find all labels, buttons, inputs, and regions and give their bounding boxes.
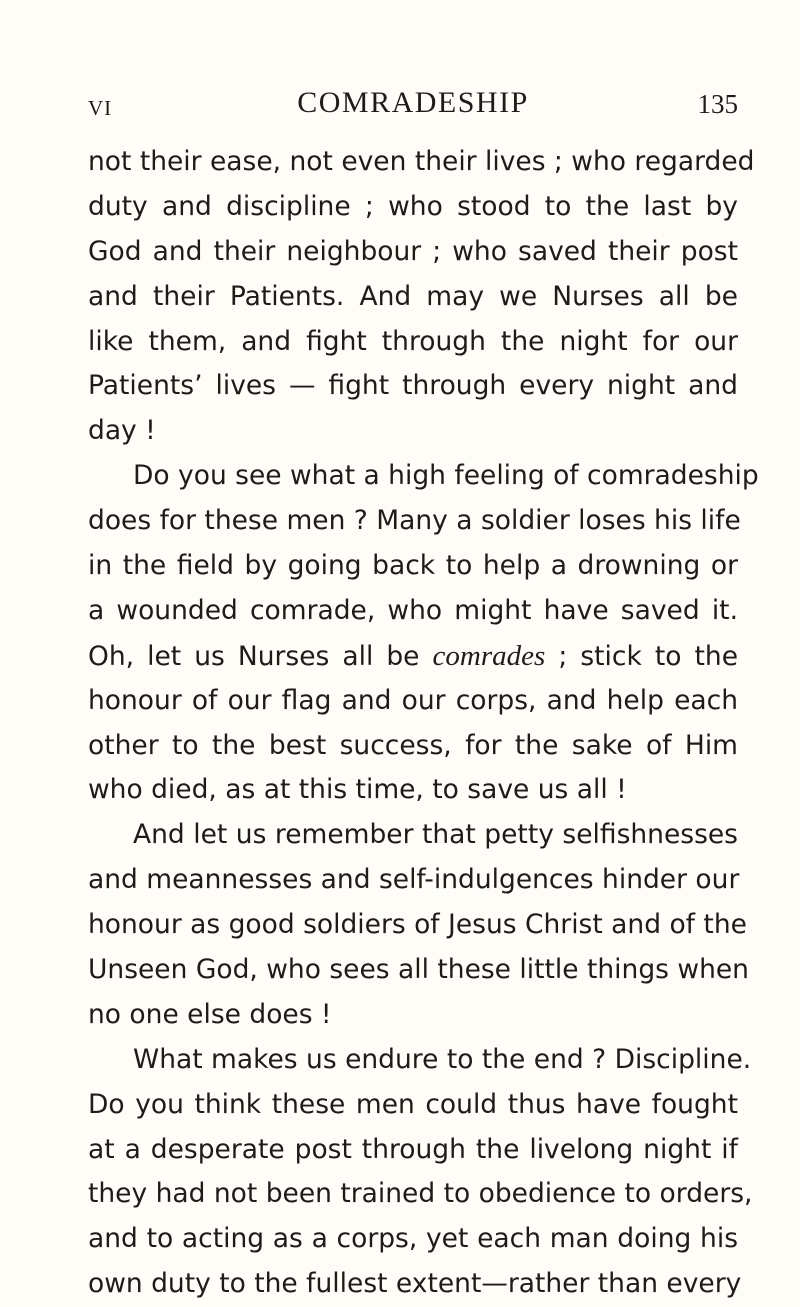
text-segment: not their ease, not even their lives ; who regarded xyxy=(88,146,755,177)
text-line xyxy=(88,320,738,365)
text-line xyxy=(88,768,738,813)
text-line xyxy=(88,1262,742,1307)
text-segment: duty and discipline ; who stood to the last by xyxy=(88,190,738,222)
text-line xyxy=(88,275,738,320)
chapter-title: COMRADESHIP xyxy=(297,86,529,119)
chapter-number: VI xyxy=(88,96,113,120)
text-line xyxy=(88,1038,752,1083)
text-line xyxy=(88,1083,738,1128)
text-line xyxy=(88,499,741,544)
text-line xyxy=(88,948,749,993)
text-line xyxy=(88,1172,753,1217)
text-line xyxy=(88,679,738,724)
text-segment: in the field by going back to help a drowning or xyxy=(88,550,738,582)
text-segment: What makes us endure to the end ? Discipline. xyxy=(133,1043,752,1075)
text-segment: And let us remember that petty selfishnesses xyxy=(133,819,738,851)
text-segment: and their Patients. And may we Nurses all be xyxy=(88,280,738,312)
text-line xyxy=(88,813,738,858)
text-line xyxy=(88,364,738,409)
text-segment: God and their neighbour ; who saved their post xyxy=(88,235,738,267)
text-line xyxy=(88,724,738,769)
text-line xyxy=(88,140,755,185)
text-line xyxy=(88,544,738,589)
text-segment: Do you see what a high feeling of comradeship xyxy=(133,460,759,492)
text-segment: honour as good soldiers of Jesus Christ and of the xyxy=(88,909,747,941)
text-line xyxy=(88,903,747,948)
text-segment: and to acting as a corps, yet each man doing his xyxy=(88,1223,738,1255)
body-text xyxy=(88,140,759,1307)
text-segment: a wounded comrade, who might have saved it. xyxy=(88,594,738,626)
text-segment: and meannesses and self-indulgences hinder our xyxy=(88,864,740,896)
text-line xyxy=(88,454,759,499)
text-line xyxy=(88,634,738,679)
text-segment: like them, and fight through the night for our xyxy=(88,325,738,357)
text-segment: other to the best success, for the sake of Him xyxy=(88,729,738,761)
italic-text: comrades xyxy=(432,639,546,672)
text-segment: Do you think these men could thus have fought xyxy=(88,1088,738,1120)
text-line xyxy=(88,993,738,1038)
text-line xyxy=(88,858,738,903)
text-line xyxy=(88,409,738,454)
running-header xyxy=(88,86,738,126)
text-line xyxy=(88,185,738,230)
text-line xyxy=(88,1217,738,1262)
text-line xyxy=(88,230,738,275)
page-number: 135 xyxy=(697,89,738,119)
text-segment: at a desperate post through the livelong night if xyxy=(88,1133,738,1165)
text-segment: ; stick to the xyxy=(545,640,738,672)
text-segment: Patients’ lives — fight through every night and xyxy=(88,370,738,402)
text-segment: who died, as at this time, to save us all ! xyxy=(88,774,627,806)
text-line xyxy=(88,1128,738,1173)
text-line xyxy=(88,589,738,634)
text-segment: no one else does ! xyxy=(88,998,332,1030)
text-segment: honour of our flag and our corps, and help each xyxy=(88,684,738,716)
text-segment: Unseen God, who sees all these little things when xyxy=(88,954,749,986)
text-segment: they had not been trained to obedience to orders, xyxy=(88,1178,753,1210)
text-segment: day ! xyxy=(88,415,156,447)
text-segment: Oh, let us Nurses all be xyxy=(88,640,433,672)
text-segment: does for these men ? Many a soldier loses his life xyxy=(88,505,741,537)
text-segment: own duty to the fullest extent—rather than every xyxy=(88,1268,742,1300)
